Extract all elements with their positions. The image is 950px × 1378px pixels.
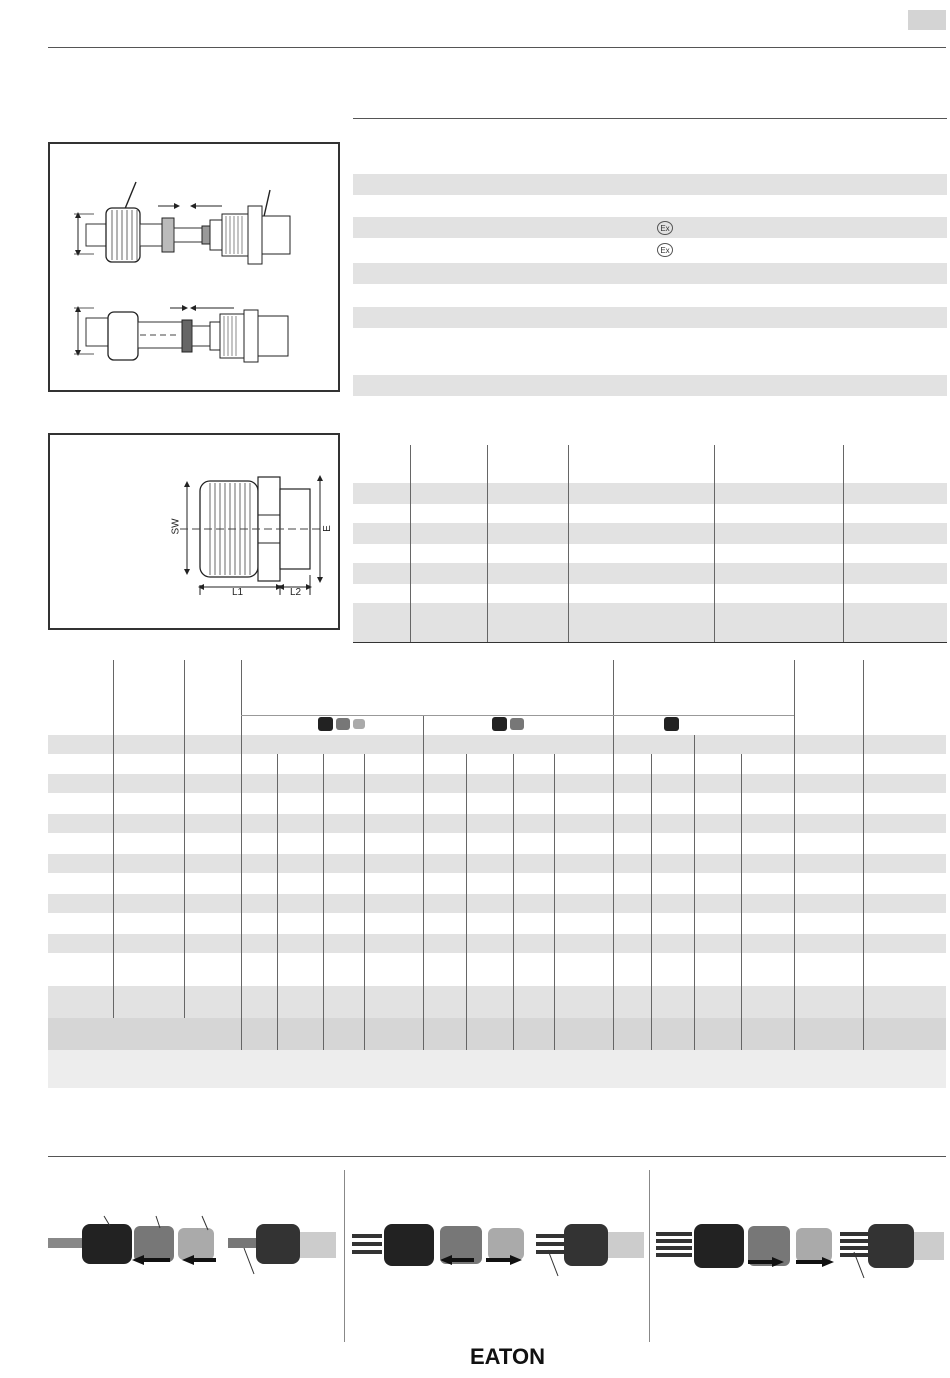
table-row: [48, 934, 946, 953]
spec-row-band: [353, 217, 947, 238]
seal-insert-pair-icon: [490, 714, 530, 734]
page-tab-marker: [908, 10, 946, 30]
table-row: [353, 563, 947, 584]
header-rule: [48, 47, 946, 48]
dimensions-table: [353, 445, 947, 643]
assembly-step-1-illustration: [48, 1210, 344, 1290]
section-rule: [353, 118, 947, 119]
assembly-figure: [48, 142, 340, 392]
assembly-step-3-illustration: [656, 1210, 946, 1290]
dimension-figure: [48, 433, 340, 630]
label-l1: L1: [232, 587, 244, 598]
ex-mark-icon: Ex: [657, 243, 673, 257]
brand-logo: EATON: [470, 1344, 545, 1369]
ordering-table: [48, 660, 946, 1088]
seal-insert-set-icon: [316, 714, 372, 734]
panel-divider: [344, 1170, 345, 1342]
table-row: [48, 894, 946, 913]
dimension-drawing: [50, 435, 338, 628]
instructions-rule: [48, 1156, 946, 1157]
table-row: [353, 523, 947, 544]
spec-row-band: [353, 263, 947, 284]
label-sw: SW: [170, 518, 182, 535]
spec-row-band: [353, 375, 947, 396]
table-row: [48, 854, 946, 873]
label-l2: L2: [290, 587, 302, 598]
table-row: [353, 483, 947, 504]
assembly-step-2-illustration: [352, 1210, 648, 1290]
table-row: [48, 986, 946, 1018]
spec-row-band: [353, 307, 947, 328]
ex-mark-icon: Ex: [657, 221, 673, 235]
label-e: E: [321, 525, 333, 532]
table-row: [353, 622, 947, 643]
table-row: [48, 814, 946, 833]
assembly-drawing: [50, 144, 338, 390]
table-row: [48, 774, 946, 793]
spec-row-band: [353, 174, 947, 195]
table-row: [48, 1018, 946, 1050]
seal-single-icon: [661, 714, 683, 734]
panel-divider: [649, 1170, 650, 1342]
table-row: [48, 735, 946, 754]
table-row: [48, 1050, 946, 1088]
table-row: [353, 603, 947, 624]
